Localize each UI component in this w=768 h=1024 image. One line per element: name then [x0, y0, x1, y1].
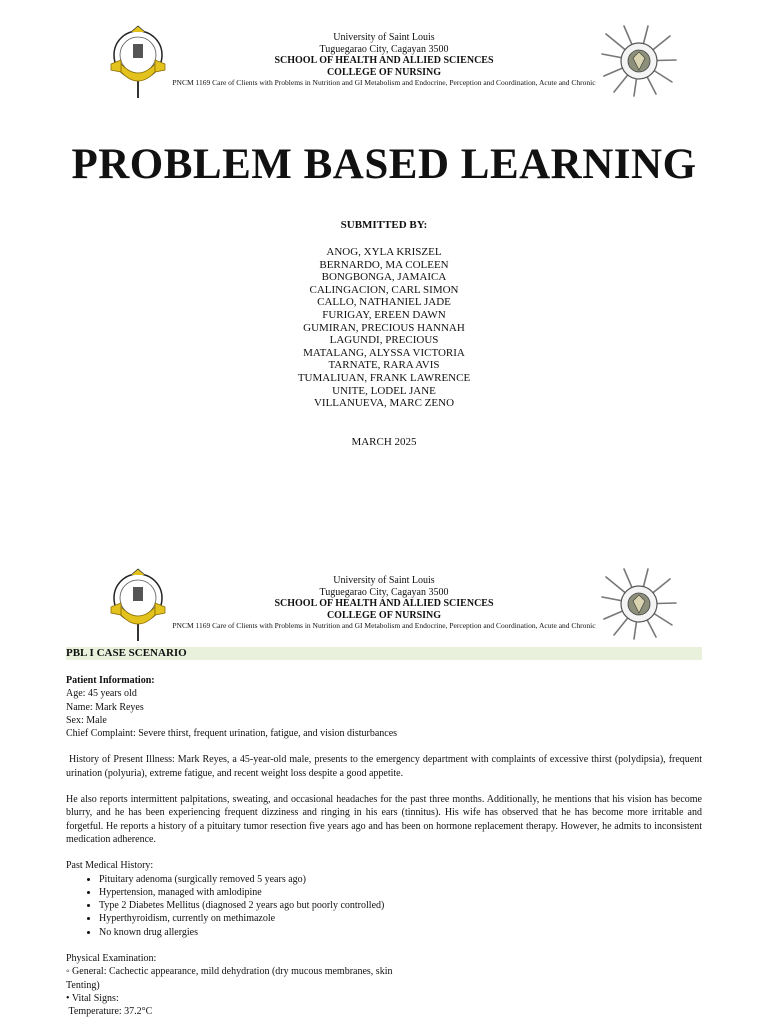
college-name: COLLEGE OF NURSING — [326, 609, 442, 621]
member-name: LAGUNDI, PRECIOUS — [329, 334, 439, 347]
past-medical-history-heading: Past Medical History: — [66, 860, 154, 872]
physical-exam-heading: Physical Examination: — [66, 953, 157, 965]
list-item: • Hyperthyroidism, currently on methimazole — [99, 912, 702, 925]
general-exam-line: Tenting) — [66, 979, 100, 991]
college-name: COLLEGE OF NURSING — [326, 66, 442, 78]
nursing-college-seal-icon — [600, 24, 678, 98]
additional-history: He also reports intermittent palpitations, sweating, and occasional headaches for the past three months. Additionally, he mentions that his vision has become blurry, and he has been experiencing frequent dizziness and ringing in his ears (tinnitus). His wife has observed that he has become more irritable and forgetful. He reports a history of a pituitary tumor resection five years ago and has been on hormone replacement therapy. However, he admits to inconsistent medication adherence. — [66, 794, 702, 845]
cover-title: PROBLEM BASED LEARNING — [71, 141, 697, 188]
list-item: • Hypertension, managed with amlodipine — [99, 886, 702, 899]
member-name: BERNARDO, MA COLEEN — [319, 258, 449, 271]
list-item: • Type 2 Diabetes Mellitus (diagnosed 2 years ago but poorly controlled) — [99, 899, 702, 912]
submitted-by-label: SUBMITTED BY: — [340, 219, 428, 231]
list-item: • Pituitary adenoma (surgically removed 5 years ago) — [99, 873, 702, 886]
school-name: SCHOOL OF HEALTH AND ALLIED SCIENCES — [274, 598, 494, 609]
temperature-reading: Temperature: 37.2°C — [66, 1006, 153, 1018]
member-name: TUMALIUAN, FRANK LAWRENCE — [297, 371, 471, 384]
section-heading: PBL I CASE SCENARIO — [66, 647, 702, 660]
member-name: GUMIRAN, PRECIOUS HANNAH — [303, 321, 465, 334]
member-name: BONGBONGA, JAMAICA — [321, 271, 447, 284]
school-name: SCHOOL OF HEALTH AND ALLIED SCIENCES — [274, 55, 494, 66]
member-name: FURIGAY, EREEN DAWN — [322, 308, 446, 321]
member-name: VILLANUEVA, MARC ZENO — [313, 397, 455, 410]
university-address: Tuguegarao City, Cagayan 3500 — [319, 43, 449, 55]
general-exam-line: ◦ General: Cachectic appearance, mild dehydration (dry mucous membranes, skin — [66, 966, 393, 978]
chief-complaint: Chief Complaint: Severe thirst, frequent urination, fatigue, and vision disturbances — [66, 728, 398, 740]
history-present-illness: History of Present Illness: Mark Reyes, a 45-year-old male, presents to the emergency department with complaints of excessive thirst (polydipsia), frequent urination (polyuria), extreme fatigue, and recent weight loss despite a good appetite. — [66, 754, 705, 779]
submission-date: MARCH 2025 — [351, 436, 417, 448]
past-medical-history-list — [66, 873, 702, 939]
member-name: ANOG, XYLA KRISZEL — [326, 246, 442, 258]
member-list — [0, 246, 768, 410]
course-title: PNCM 1169 Care of Clients with Problems in Nutrition and GI Metabolism and Endocrine, Perception and Coordination, Acute and Chronic — [172, 78, 596, 87]
member-name: CALLO, NATHANIEL JADE — [317, 296, 451, 309]
patient-info-heading: Patient Information: — [66, 675, 155, 686]
course-title: PNCM 1169 Care of Clients with Problems in Nutrition and GI Metabolism and Endocrine, Perception and Coordination, Acute and Chronic — [172, 621, 596, 630]
vital-signs-label: • Vital Signs: — [66, 992, 119, 1004]
patient-age: Age: 45 years old — [66, 688, 137, 700]
list-item: • No known drug allergies — [99, 926, 702, 939]
university-address: Tuguegarao City, Cagayan 3500 — [319, 586, 449, 598]
university-name: University of Saint Louis — [333, 575, 435, 586]
university-name: University of Saint Louis — [333, 32, 435, 43]
cover-page-header — [0, 32, 768, 112]
member-name: CALINGACION, CARL SIMON — [309, 283, 459, 296]
case-page-header — [0, 575, 768, 655]
patient-sex: Sex: Male — [66, 714, 107, 726]
member-name: TARNATE, RARA AVIS — [328, 359, 440, 372]
case-scenario — [66, 647, 705, 1019]
nursing-college-seal-icon — [600, 567, 678, 641]
member-name: MATALANG, ALYSSA VICTORIA — [303, 346, 465, 359]
patient-name: Name: Mark Reyes — [66, 701, 144, 713]
member-name: UNITE, LODEL JANE — [332, 384, 436, 397]
